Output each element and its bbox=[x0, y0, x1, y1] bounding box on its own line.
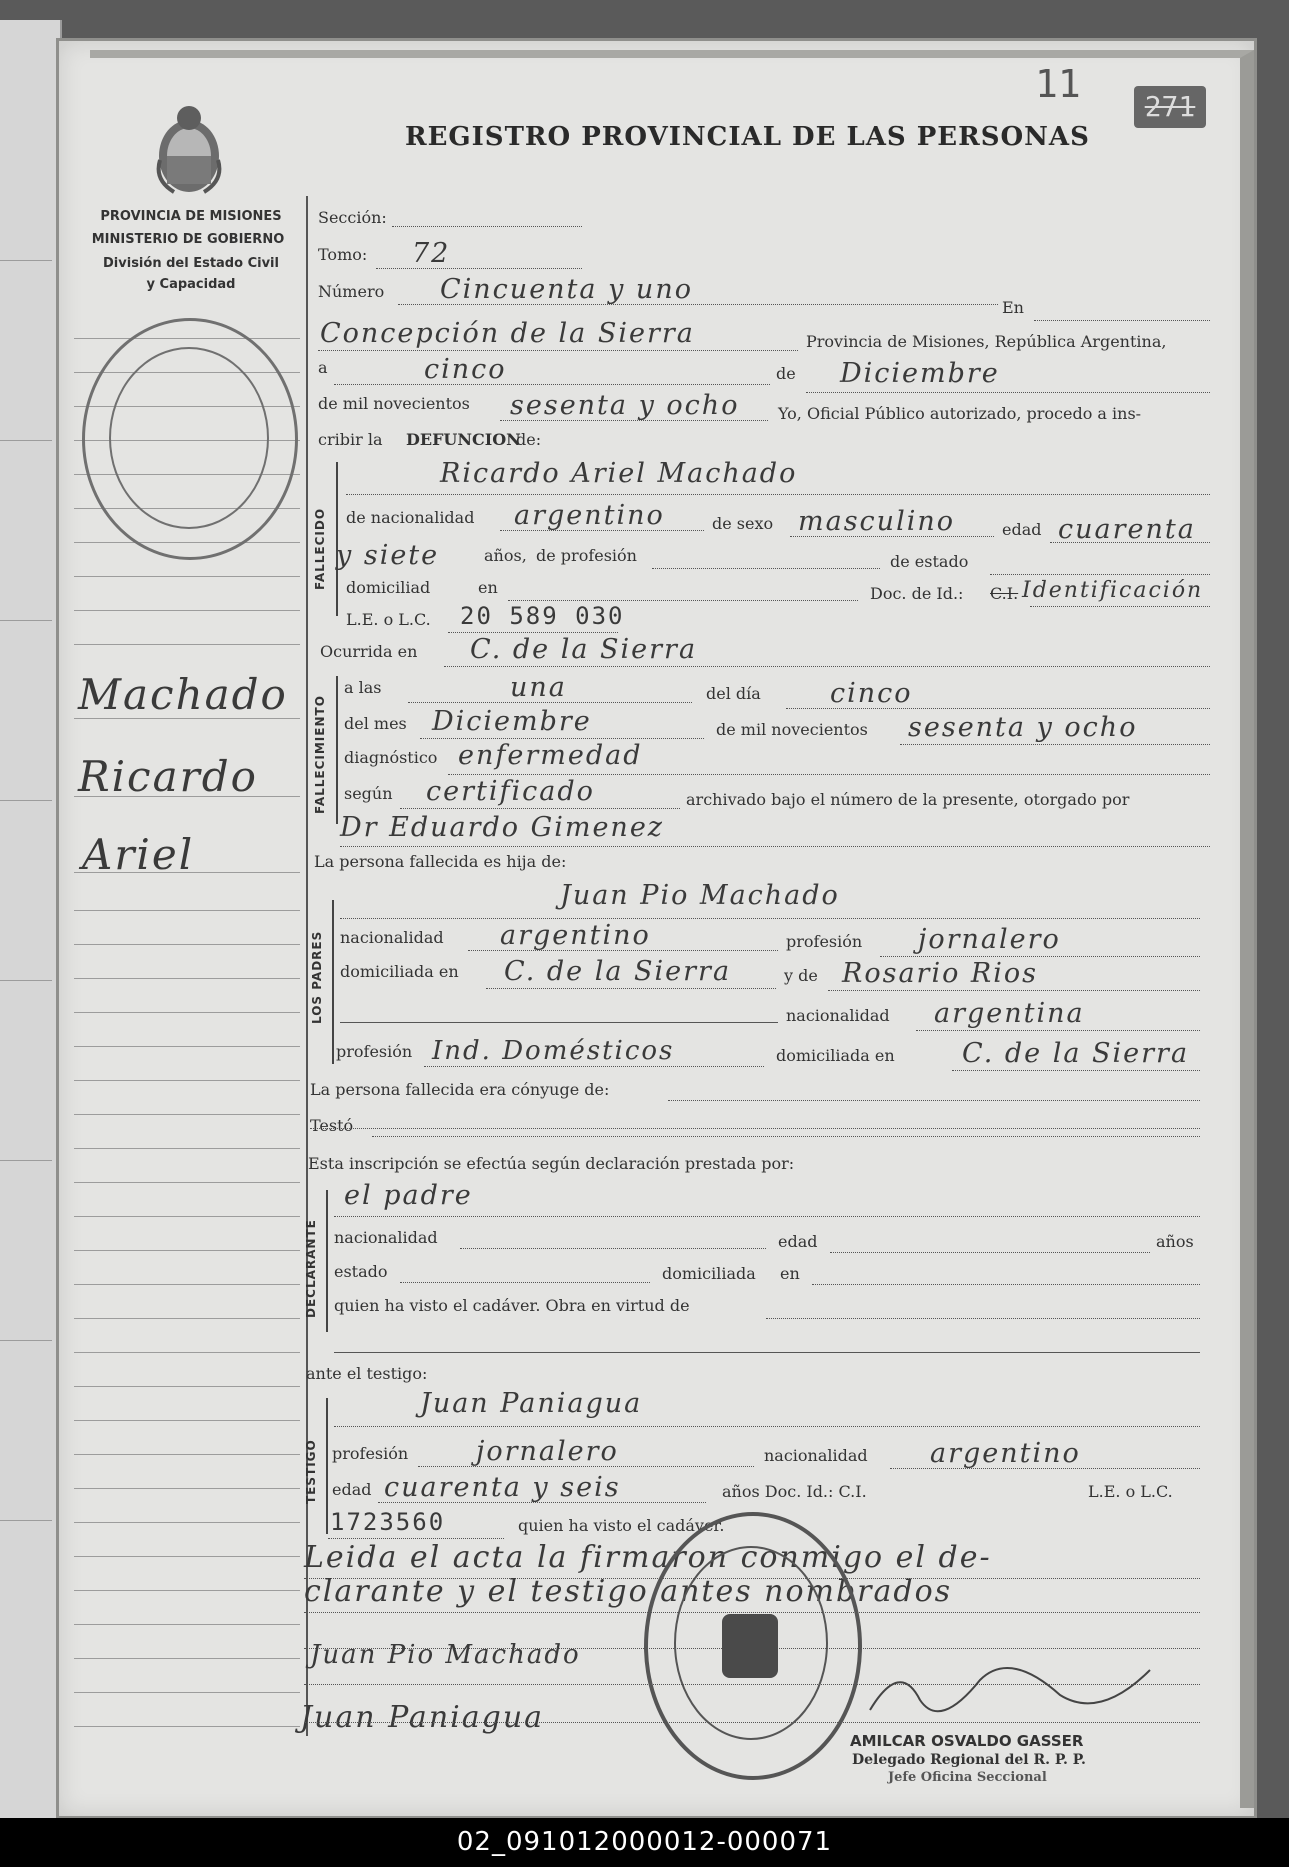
conyuge-field bbox=[668, 1100, 1200, 1101]
declarante-nacionalidad-field bbox=[460, 1248, 766, 1249]
fallecimiento-medico: Dr Eduardo Gimenez bbox=[340, 812, 665, 843]
fallecimiento-mes: Diciembre bbox=[432, 706, 592, 737]
fallecimiento-section-label: FALLECIMIENTO bbox=[313, 695, 327, 814]
declarante-en-label: en bbox=[780, 1264, 800, 1283]
margin-rule bbox=[74, 910, 300, 911]
folio-number: 11 bbox=[1035, 62, 1081, 106]
fallecimiento-segun-field bbox=[400, 808, 680, 809]
margin-rule bbox=[74, 1046, 300, 1047]
margin-rule bbox=[74, 1386, 300, 1387]
declarante-bracket bbox=[326, 1190, 328, 1332]
margin-rule bbox=[74, 1726, 300, 1727]
testigo-doc-label: años Doc. Id.: C.I. bbox=[722, 1482, 867, 1501]
margin-rule bbox=[74, 1522, 300, 1523]
declarante-nacionalidad-label: nacionalidad bbox=[334, 1228, 438, 1247]
official-subtitle: Jefe Oficina Seccional bbox=[888, 1770, 1047, 1785]
fallecido-domicilio-field bbox=[508, 600, 858, 601]
fallecido-sexo-field bbox=[790, 536, 994, 537]
fallecido-domicilio-label: domiciliad bbox=[346, 578, 431, 597]
fallecido-name-field bbox=[346, 494, 1210, 495]
testigo-edad-field bbox=[378, 1502, 706, 1503]
testigo-name-field bbox=[334, 1426, 1200, 1427]
fallecido-doc-ci: C.I. bbox=[990, 584, 1019, 603]
testigo-section-label: TESTIGO bbox=[304, 1439, 318, 1504]
margin-rule bbox=[74, 1624, 300, 1625]
margin-rule bbox=[74, 1182, 300, 1183]
ocurrida-field bbox=[444, 666, 1210, 667]
facing-page-line bbox=[0, 1340, 52, 1341]
madre-domiciliada-label: domiciliada en bbox=[776, 1046, 895, 1065]
coat-of-arms-icon bbox=[152, 100, 226, 196]
fallecimiento-segun: certificado bbox=[426, 776, 595, 807]
official-title: Delegado Regional del R. P. P. bbox=[852, 1752, 1086, 1768]
testigo-nacionalidad: argentino bbox=[930, 1438, 1081, 1469]
testigo-cadaver-text: quien ha visto el cadáver. bbox=[518, 1516, 725, 1535]
fallecimiento-archivado-text: archivado bajo el número de la presente, otorgado por bbox=[686, 790, 1130, 809]
facing-page-line bbox=[0, 1160, 52, 1161]
seccion-label: Sección: bbox=[318, 208, 387, 227]
margin-rule bbox=[74, 1692, 300, 1693]
registry-seal-right bbox=[644, 1512, 862, 1780]
madre-name: Rosario Rios bbox=[842, 958, 1038, 989]
cribir-label: cribir la bbox=[318, 430, 383, 449]
scan-filename: 02_091012000012-000071 bbox=[456, 1827, 833, 1857]
closing-line-2: clarante y el testigo antes nombrados bbox=[304, 1574, 953, 1609]
numero-label: Número bbox=[318, 282, 385, 301]
margin-rule bbox=[74, 576, 300, 577]
mes-value: Diciembre bbox=[840, 358, 1000, 389]
padre-name: Juan Pio Machado bbox=[560, 880, 840, 911]
numero-value: Cincuenta y uno bbox=[440, 274, 693, 305]
defuncion-label: DEFUNCION bbox=[406, 430, 521, 449]
a-label: a bbox=[318, 358, 328, 377]
fallecido-nacionalidad: argentino bbox=[514, 500, 665, 531]
division-label: División del Estado Civil bbox=[103, 256, 279, 271]
testigo-bracket bbox=[326, 1398, 328, 1534]
signature-padre: Juan Pio Machado bbox=[310, 1640, 581, 1670]
margin-rule bbox=[74, 1352, 300, 1353]
fallecimiento-mes-field bbox=[420, 738, 704, 739]
folio-stamp bbox=[1134, 86, 1206, 128]
padres-bracket bbox=[332, 900, 334, 1064]
fallecimiento-medico-field bbox=[340, 846, 1210, 847]
registry-seal-left bbox=[82, 318, 298, 560]
testigo-edad-label: edad bbox=[332, 1480, 372, 1499]
padre-domicilio: C. de la Sierra bbox=[504, 956, 732, 987]
fallecimiento-diagnostico: enfermedad bbox=[458, 740, 643, 771]
fallecimiento-dia-label: del día bbox=[706, 684, 761, 703]
declarante-domiciliada-label: domiciliada bbox=[662, 1264, 756, 1283]
testo-field bbox=[372, 1136, 1200, 1137]
fallecimiento-segun-label: según bbox=[344, 784, 393, 803]
margin-rule bbox=[74, 610, 300, 611]
tomo-field bbox=[376, 268, 582, 269]
fallecido-edad-label: edad bbox=[1002, 520, 1042, 539]
official-name: AMILCAR OSVALDO GASSER bbox=[850, 1732, 1084, 1750]
de-label: de bbox=[776, 364, 796, 383]
ocurrida-label: Ocurrida en bbox=[320, 642, 418, 661]
padre-profesion-label: profesión bbox=[786, 932, 863, 951]
official-signature-icon bbox=[860, 1640, 1160, 1730]
fallecido-anios-label: años, bbox=[484, 546, 527, 565]
ministry-label: MINISTERIO DE GOBIERNO bbox=[91, 232, 285, 247]
fallecido-sexo-label: de sexo bbox=[712, 514, 774, 533]
testigo-le-label: L.E. o L.C. bbox=[1088, 1482, 1173, 1501]
mil-label: de mil novecientos bbox=[318, 394, 470, 413]
facing-page-line bbox=[0, 260, 52, 261]
testigo-doc-field bbox=[328, 1538, 504, 1539]
madre-profesion-field bbox=[424, 1066, 764, 1067]
folio-stamp-number: 271 bbox=[1144, 90, 1196, 123]
padre-nacionalidad-label: nacionalidad bbox=[340, 928, 444, 947]
fallecido-le-label: L.E. o L.C. bbox=[346, 610, 431, 629]
facing-page-line bbox=[0, 980, 52, 981]
testigo-profesion-field bbox=[418, 1466, 754, 1467]
padre-domicilio-field bbox=[486, 988, 776, 989]
margin-rule bbox=[74, 944, 300, 945]
padre-profesion: jornalero bbox=[918, 924, 1061, 955]
margin-surname: Machado bbox=[78, 670, 288, 719]
margin-rule bbox=[74, 978, 300, 979]
margin-rule bbox=[74, 1216, 300, 1217]
fallecido-edad-1: cuarenta bbox=[1058, 514, 1196, 545]
padre-nacionalidad: argentino bbox=[500, 920, 651, 951]
madre-profesion-label: profesión bbox=[336, 1042, 413, 1061]
provincia-text: Provincia de Misiones, República Argentina, bbox=[806, 332, 1167, 351]
declarante-estado-label: estado bbox=[334, 1262, 388, 1281]
fallecido-en-label: en bbox=[478, 578, 498, 597]
madre-nacionalidad-field bbox=[916, 1030, 1200, 1031]
margin-rule bbox=[74, 1658, 300, 1659]
division-label-2: y Capacidad bbox=[146, 277, 236, 292]
fallecimiento-dia-field bbox=[786, 708, 1210, 709]
defuncion-de-label: de: bbox=[516, 430, 542, 449]
margin-rule bbox=[74, 1488, 300, 1489]
en-label: En bbox=[1002, 298, 1024, 317]
madre-y-de-label: y de bbox=[784, 966, 818, 985]
declarante-edad-label: edad bbox=[778, 1232, 818, 1251]
padre-domiciliada-label: domiciliada en bbox=[340, 962, 459, 981]
declarante-name-field bbox=[334, 1216, 1200, 1217]
margin-rule bbox=[74, 1556, 300, 1557]
fallecido-estado-field bbox=[990, 574, 1210, 575]
testigo-profesion: jornalero bbox=[476, 1436, 619, 1467]
declarante-obra-field bbox=[766, 1318, 1200, 1319]
madre-nacionalidad: argentina bbox=[934, 998, 1085, 1029]
dia-value: cinco bbox=[424, 354, 507, 385]
testo-label: Testó bbox=[310, 1116, 354, 1135]
fallecido-profesion-label: de profesión bbox=[536, 546, 637, 565]
signature-testigo: Juan Paniagua bbox=[300, 1700, 545, 1735]
testigo-edad: cuarenta y seis bbox=[384, 1472, 621, 1503]
margin-rule bbox=[74, 1148, 300, 1149]
fallecido-profesion-field bbox=[652, 568, 880, 569]
fallecido-edad-field bbox=[1050, 542, 1210, 543]
fallecido-estado-label: de estado bbox=[890, 552, 969, 571]
facing-page-line bbox=[0, 800, 52, 801]
declarante-estado-field bbox=[400, 1282, 650, 1283]
fallecimiento-diagnostico-field bbox=[448, 774, 1210, 775]
padre-name-field bbox=[340, 918, 1200, 919]
testigo-intro: ante el testigo: bbox=[306, 1364, 428, 1383]
madre-domicilio-field bbox=[952, 1070, 1200, 1071]
lugar-value: Concepción de la Sierra bbox=[320, 318, 695, 349]
padres-section-label: LOS PADRES bbox=[310, 930, 324, 1024]
mes-field bbox=[806, 392, 1210, 393]
fallecido-sexo: masculino bbox=[798, 506, 955, 537]
anio-value: sesenta y ocho bbox=[510, 390, 740, 421]
madre-nacionalidad-label: nacionalidad bbox=[786, 1006, 890, 1025]
tomo-value: 72 bbox=[412, 238, 451, 269]
dia-field bbox=[334, 384, 770, 385]
fallecimiento-anio-field bbox=[900, 744, 1210, 745]
margin-rule bbox=[74, 1080, 300, 1081]
margin-rule bbox=[74, 1250, 300, 1251]
margin-rule bbox=[74, 644, 300, 645]
testigo-name: Juan Paniagua bbox=[420, 1388, 643, 1419]
declarante-extra-line bbox=[334, 1352, 1200, 1353]
conyuge-field-2 bbox=[310, 1128, 1200, 1129]
declarante-name: el padre bbox=[344, 1180, 473, 1211]
fallecido-doc-value: Identificación bbox=[1022, 578, 1204, 603]
margin-rule bbox=[74, 1012, 300, 1013]
margin-first-name: Ricardo bbox=[78, 752, 258, 801]
fallecido-doc-label: Doc. de Id.: bbox=[870, 584, 964, 603]
numero-field bbox=[398, 304, 998, 305]
facing-page bbox=[0, 20, 62, 1820]
fallecido-name: Ricardo Ariel Machado bbox=[440, 458, 798, 489]
lugar-field bbox=[318, 350, 798, 351]
margin-middle-name: Ariel bbox=[82, 830, 195, 879]
declarante-domicilio-field bbox=[812, 1284, 1200, 1285]
column-divider bbox=[306, 196, 308, 1736]
fallecimiento-diagnostico-label: diagnóstico bbox=[344, 748, 438, 767]
madre-domicilio: C. de la Sierra bbox=[962, 1038, 1190, 1069]
fallecimiento-hora-field bbox=[408, 702, 692, 703]
page-title: REGISTRO PROVINCIAL DE LAS PERSONAS bbox=[405, 122, 1090, 152]
fallecido-bracket bbox=[336, 462, 338, 616]
fallecimiento-anio: sesenta y ocho bbox=[908, 712, 1138, 743]
oficial-text: Yo, Oficial Público autorizado, procedo a ins- bbox=[778, 404, 1142, 423]
fallecimiento-hora: una bbox=[510, 672, 567, 703]
testigo-doc-value: 1723560 bbox=[330, 1508, 446, 1536]
margin-rule bbox=[74, 1454, 300, 1455]
padre-nacionalidad-field bbox=[468, 950, 778, 951]
en-field bbox=[1034, 320, 1210, 321]
fallecido-doc-field bbox=[1030, 606, 1210, 607]
margin-rule bbox=[74, 1420, 300, 1421]
fallecido-nacionalidad-field bbox=[500, 530, 704, 531]
declarante-cadaver-text: quien ha visto el cadáver. Obra en virtud de bbox=[334, 1296, 690, 1315]
madre-extra-line bbox=[340, 1022, 778, 1023]
margin-rule bbox=[74, 1318, 300, 1319]
fallecimiento-hora-label: a las bbox=[344, 678, 382, 697]
margin-rule bbox=[74, 1114, 300, 1115]
province-label: PROVINCIA DE MISIONES bbox=[100, 209, 282, 224]
declarante-anios-label: años bbox=[1156, 1232, 1194, 1251]
fallecimiento-bracket bbox=[336, 676, 338, 824]
anio-field bbox=[500, 420, 768, 421]
fallecimiento-mes-label: del mes bbox=[344, 714, 407, 733]
testigo-nacionalidad-field bbox=[890, 1468, 1200, 1469]
ocurrida-value: C. de la Sierra bbox=[470, 634, 698, 665]
declarante-section-label: DECLARANTE bbox=[304, 1219, 318, 1318]
closing-line-1: Leida el acta la firmaron conmigo el de- bbox=[304, 1540, 992, 1575]
fallecido-le-field bbox=[448, 632, 618, 633]
padre-profesion-field bbox=[880, 956, 1200, 957]
seccion-field bbox=[392, 226, 582, 227]
madre-name-field bbox=[828, 990, 1200, 991]
declaracion-label: Esta inscripción se efectúa según declaración prestada por: bbox=[308, 1154, 795, 1173]
fallecido-section-label: FALLECIDO bbox=[313, 507, 327, 590]
tomo-label: Tomo: bbox=[318, 245, 368, 264]
fallecido-nacionalidad-label: de nacionalidad bbox=[346, 508, 475, 527]
margin-rule bbox=[74, 1284, 300, 1285]
declarante-edad-field bbox=[830, 1252, 1150, 1253]
facing-page-line bbox=[0, 620, 52, 621]
fallecimiento-mil-label: de mil novecientos bbox=[716, 720, 868, 739]
fallecido-edad-2: y siete bbox=[336, 540, 440, 571]
madre-profesion: Ind. Domésticos bbox=[432, 1036, 675, 1066]
testigo-nacionalidad-label: nacionalidad bbox=[764, 1446, 868, 1465]
padres-intro: La persona fallecida es hija de: bbox=[314, 852, 567, 871]
testigo-profesion-label: profesión bbox=[332, 1444, 409, 1463]
fallecido-le-value: 20 589 030 bbox=[460, 602, 625, 630]
facing-page-line bbox=[0, 440, 52, 441]
fallecimiento-dia: cinco bbox=[830, 678, 913, 709]
margin-rule bbox=[74, 1590, 300, 1591]
conyuge-label: La persona fallecida era cónyuge de: bbox=[310, 1080, 610, 1099]
facing-page-line bbox=[0, 1520, 52, 1521]
